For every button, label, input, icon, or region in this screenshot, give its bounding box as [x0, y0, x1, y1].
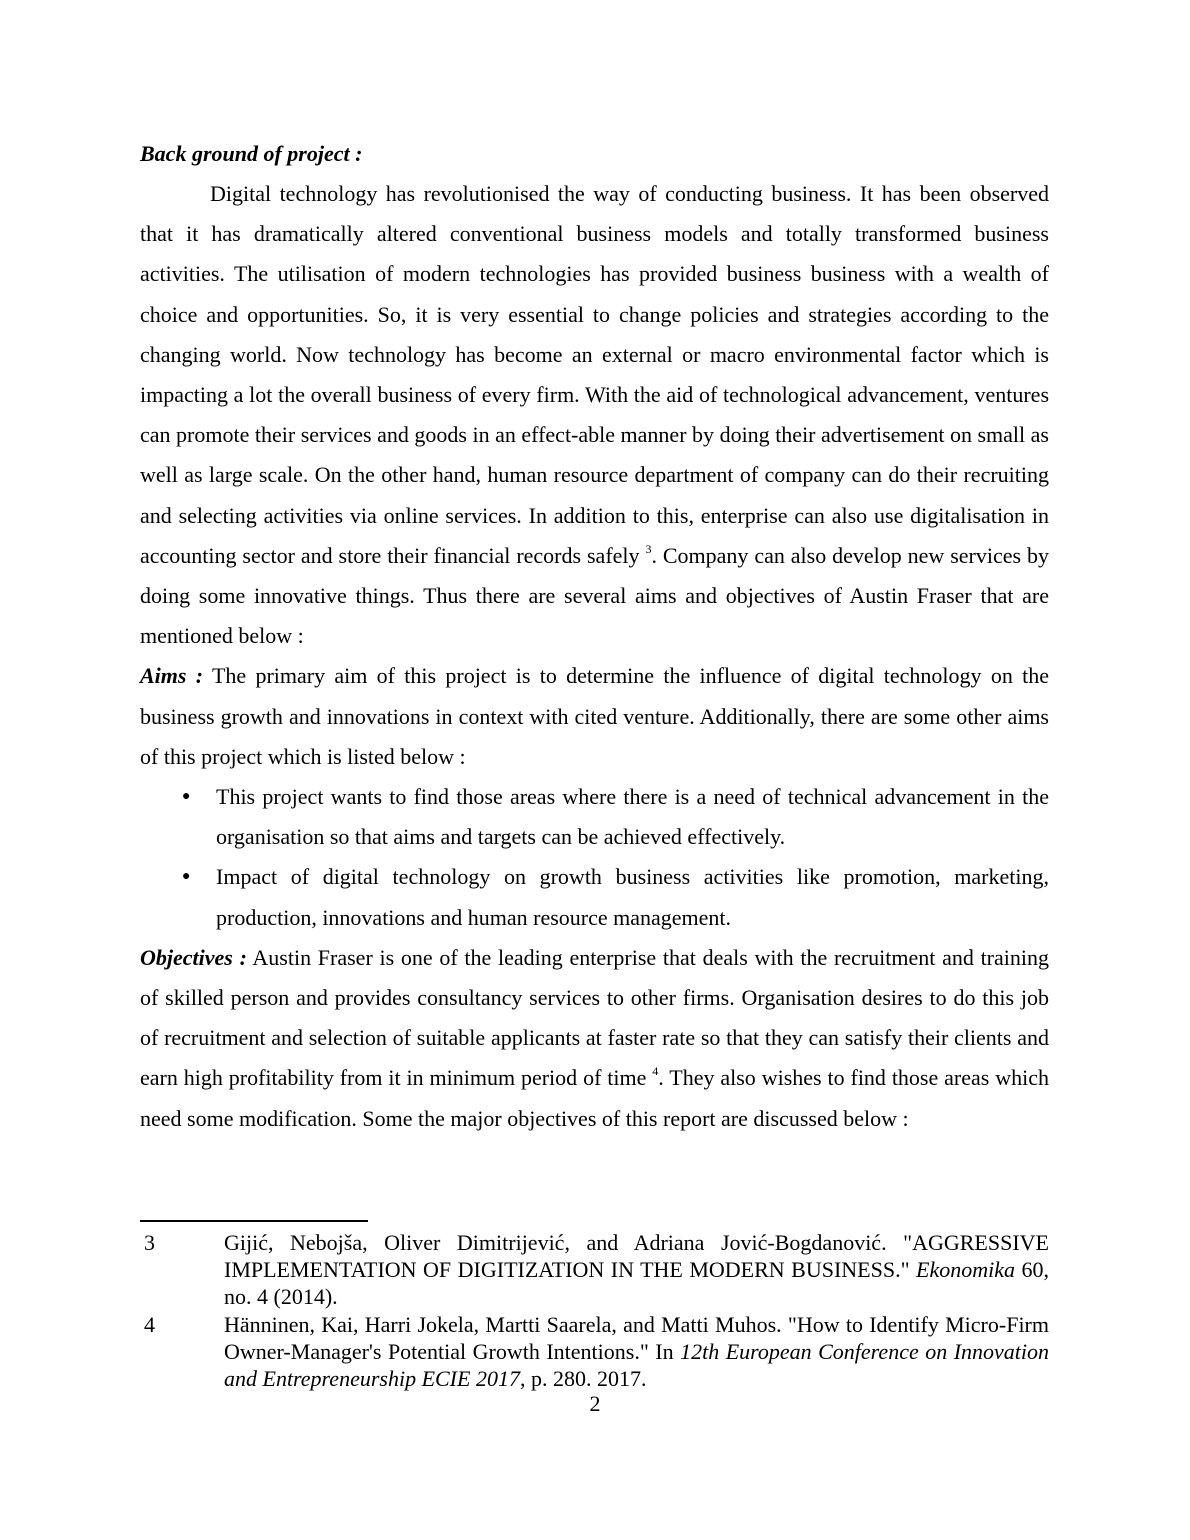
footnote-source-title: 12th European Conference on Innovation and Entrepreneurship ECIE 2017	[224, 1339, 1050, 1391]
page-number: 2	[589, 1391, 601, 1416]
footnote-text: Gijić, Nebojša, Oliver Dimitrijević, and Adriana Jović-Bogdanović. "AGGRESSIVE IMPLEMENTATION OF DIGITIZATION IN THE MODERN BUSINESS."	[224, 1230, 1049, 1282]
aims-label: Aims :	[140, 663, 204, 689]
aims-paragraph	[140, 656, 1049, 777]
footnote-number: 3	[144, 1230, 155, 1255]
objectives-paragraph	[140, 938, 1049, 1139]
list-item-text: This project wants to find those areas where there is a need of technical advancement in the organisation so that aims and targets can be achieved effectively.	[216, 784, 1049, 850]
footnote-3	[140, 1230, 1049, 1310]
bullet-icon: ●	[182, 789, 191, 805]
background-text-2: . Company can also develop new services by doing some innovative things. Thus there are several aims and objectives of Austin Fraser that are mentioned below :	[140, 542, 1050, 649]
footnote-4	[140, 1312, 1049, 1392]
list-item	[140, 777, 1049, 857]
aims-bullet-list	[140, 777, 1049, 938]
footnote-number: 4	[144, 1312, 155, 1338]
footnote-text-end: , p. 280. 2017.	[519, 1365, 647, 1391]
list-item	[140, 857, 1049, 937]
background-heading: Back ground of project :	[140, 141, 363, 166]
footnotes	[140, 1230, 1049, 1395]
footnote-text: Hänninen, Kai, Harri Jokela, Martti Saarela, and Matti Muhos. "How to Identify Micro-Firm Owner-Manager's Potential Growth Intentions." In	[224, 1312, 1049, 1365]
list-item-text: Impact of digital technology on growth business activities like promotion, marketing, production, innovations and human resource management.	[216, 864, 1049, 930]
bullet-icon: ●	[182, 869, 191, 885]
objectives-text-2: . They also wishes to find those areas which need some modification. Some the major objectives of this report are discussed below :	[140, 1065, 1049, 1131]
document-body	[140, 134, 1049, 1139]
footnote-ref-4[interactable]: 4	[652, 1064, 659, 1079]
objectives-text-1: Austin Fraser is one of the leading enterprise that deals with the recruitment and training of skilled person and provides consultancy services to other firms. Organisation desires to do this job of recruitment and selection of suitable applicants at faster rate so that they can satisfy their clients and earn high profitability from it in minimum period of time	[140, 944, 1049, 1091]
footnote-text-end: 60, no. 4 (2014).	[224, 1256, 1050, 1309]
footnote-separator	[140, 1220, 368, 1222]
objectives-label: Objectives :	[140, 944, 247, 970]
footnote-source-title: Ekonomika	[916, 1256, 1016, 1282]
footnote-ref-3[interactable]: 3	[645, 541, 652, 556]
background-text-1: Digital technology has revolutionised the way of conducting business. It has been observed that it has dramatically altered conventional business models and totally transformed business activities. The utilisation of modern technologies has provided business business with a wealth of choice and opportunities. So, it is very essential to change policies and strategies according to the changing world. Now technology has become an external or macro environmental factor which is impacting a lot the overall business of every firm. With the aid of technological advancement, ventures can promote their services and goods in an effect-able manner by doing their advertisement on small as well as large scale. On the other hand, human resource department of company can do their recruiting and selecting activities via online services. In addition to this, enterprise can also use digitalisation in accounting sector and store their financial records safely	[140, 181, 1049, 568]
background-paragraph	[140, 174, 1049, 656]
aims-text: The primary aim of this project is to determine the influence of digital technology on the business growth and innovations in context with cited venture. Additionally, there are some other aims of this project which is listed below :	[140, 663, 1049, 769]
